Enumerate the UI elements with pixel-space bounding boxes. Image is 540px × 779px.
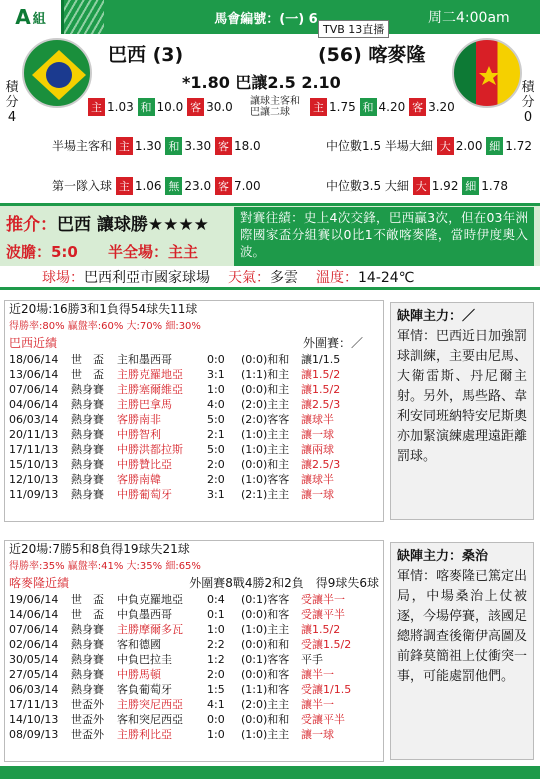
brazil-record-panel	[4, 300, 384, 522]
match-row: 08/09/13 世盃外 主勝利比亞 1:0 (1:0)主主 讓一球	[9, 728, 334, 741]
hdc-label: 讓球主客和 巴讓二球	[250, 96, 300, 118]
match-row: 12/10/13 熱身賽 客勝南韓 2:0 (1:0)客客 讓球半	[9, 473, 334, 486]
footer-bar	[0, 766, 540, 779]
match-row: 04/06/14 熱身賽 主勝巴拿馬 4:0 (2:0)主主 讓2.5/3	[9, 398, 341, 411]
match-row: 20/11/13 熱身賽 中勝智利 2:1 (1:0)主主 讓一球	[9, 428, 334, 441]
halftime-odds: 半場主客和 主 1.30 和 3.30 客 18.0	[52, 139, 261, 153]
match-row: 30/05/14 熱身賽 中負巴拉圭 1:2 (0:1)客客 平手	[9, 653, 323, 666]
match-row: 13/06/14 世 盃 主勝克羅地亞 3:1 (1:1)和主 讓1.5/2	[9, 368, 341, 381]
match-row: 17/11/13 世盃外 主勝突尼西亞 4:1 (2:0)主主 讓半一	[9, 698, 334, 711]
cameroon-news: 缺陣主力：桑治 軍情：喀麥隆已篤定出局，中場桑治上仗被逐，今場停賽，該國足總將調查後衛伊高圖及前鋒莫簡祖上仗衝突一事，可能處罰他們。	[390, 542, 534, 760]
brazil-summary: 近20場:16勝3和1負得54球失11球	[9, 302, 198, 316]
brazil-record-title: 巴西近績	[9, 336, 58, 350]
brazil-qualifier: 外圍賽：／	[302, 336, 363, 350]
match-row: 07/06/14 熱身賽 主勝摩爾多瓦 1:0 (1:0)主主 讓1.5/2	[9, 623, 341, 636]
home-team-name: 巴西 (3)	[108, 44, 184, 66]
away-points: 積分 0	[521, 80, 535, 125]
match-row: 14/06/14 世 盃 中負墨西哥 0:1 (0:0)和客 受讓平半	[9, 608, 345, 621]
tv-channel: TVB 13直播	[318, 20, 389, 38]
header-bar	[0, 0, 540, 34]
match-row: 18/06/14 世 盃 主和墨西哥 0:0 (0:0)和和 讓1/1.5	[9, 353, 341, 366]
header-stripes	[64, 0, 104, 34]
match-number: 馬會編號：(一) 6	[214, 11, 318, 27]
hilo15-odds: 中位數1.5 半場大細 大 2.00 細 1.72	[326, 139, 532, 153]
match-row: 06/03/14 熱身賽 客勝南非 5:0 (2:0)客客 讓球半	[9, 413, 334, 426]
home-points: 積分 4	[5, 80, 19, 125]
match-row: 27/05/14 熱身賽 中勝馬頓 2:0 (0:0)和客 讓半一	[9, 668, 334, 681]
match-row: 15/10/13 熱身賽 中勝贊比亞 2:0 (0:0)和主 讓2.5/3	[9, 458, 341, 471]
cameroon-record-panel	[4, 540, 384, 762]
recommendation: 推介：巴西 讓球勝★★★★	[6, 215, 209, 235]
match-row: 11/09/13 熱身賽 中勝葡萄牙 3:1 (2:1)主主 讓一球	[9, 488, 334, 501]
match-row: 02/06/14 熱身賽 客和德國 2:2 (0:0)和和 受讓1.5/2	[9, 638, 352, 651]
hdc-odds: 主 1.75 和 4.20 客 3.20	[310, 98, 455, 116]
first-goal-odds: 第一隊入球 主 1.06 無 23.0 客 7.00	[52, 179, 261, 193]
cameroon-flag-icon	[452, 38, 522, 108]
brazil-rates: 得勝率:80% 贏盤率:60% 大:70% 細:30%	[9, 321, 201, 332]
hda-odds: 主 1.03 和 10.0 客 30.0	[88, 98, 233, 116]
brazil-news: 缺陣主力：／ 軍情：巴西近日加強罰球訓練，主要由尼馬、大衛雷斯、丹尼爾主射。另外，馬些路、韋利安同班納特安尼斯奧亦加緊演練處理遠距離罰球。	[390, 302, 534, 520]
brazil-flag-icon	[22, 38, 92, 108]
away-team-name: (56) 喀麥隆	[318, 44, 426, 66]
cameroon-rates: 得勝率:35% 贏盤率:41% 大:35% 細:65%	[9, 561, 201, 572]
group-badge: A 組	[0, 0, 64, 34]
match-row: 19/06/14 世 盃 中負克羅地亞 0:4 (0:1)客客 受讓半一	[9, 593, 345, 606]
cameroon-qualifier: 外圍賽8戰4勝2和2負 得9球失6球	[189, 576, 379, 590]
htft-tip: 半全場：主主	[108, 243, 199, 261]
match-row: 07/06/14 熱身賽 主勝塞爾維亞 1:0 (0:0)和主 讓1.5/2	[9, 383, 341, 396]
match-row: 14/10/13 世盃外 客和突尼西亞 0:0 (0:0)和和 受讓平半	[9, 713, 345, 726]
cameroon-summary: 近20場:7勝5和8負得19球失21球	[9, 542, 190, 556]
hilo35-odds: 中位數3.5 大細 大 1.92 細 1.78	[326, 179, 508, 193]
head-to-head: 對賽往績：史上4次交鋒，巴西贏3次，但在03年洲際國家盃分組賽以0比1不敵喀麥隆，當時伊度奧入波。	[234, 207, 534, 279]
kickoff-time: 周二4:00am	[428, 10, 510, 26]
correct-score-tip: 波膽：5:0	[6, 243, 78, 261]
match-row: 17/11/13 熱身賽 中勝洪都拉斯 5:0 (1:0)主主 讓兩球	[9, 443, 334, 456]
main-odds: *1.80 巴讓2.5 2.10	[182, 73, 341, 92]
cameroon-record-title: 喀麥隆近績	[9, 576, 70, 590]
match-row: 06/03/14 熱身賽 客負葡萄牙 1:5 (1:1)和客 受讓1/1.5	[9, 683, 352, 696]
venue-bar: 球場：巴西利亞市國家球場 天氣：多雲 溫度：14-24℃	[0, 266, 540, 290]
